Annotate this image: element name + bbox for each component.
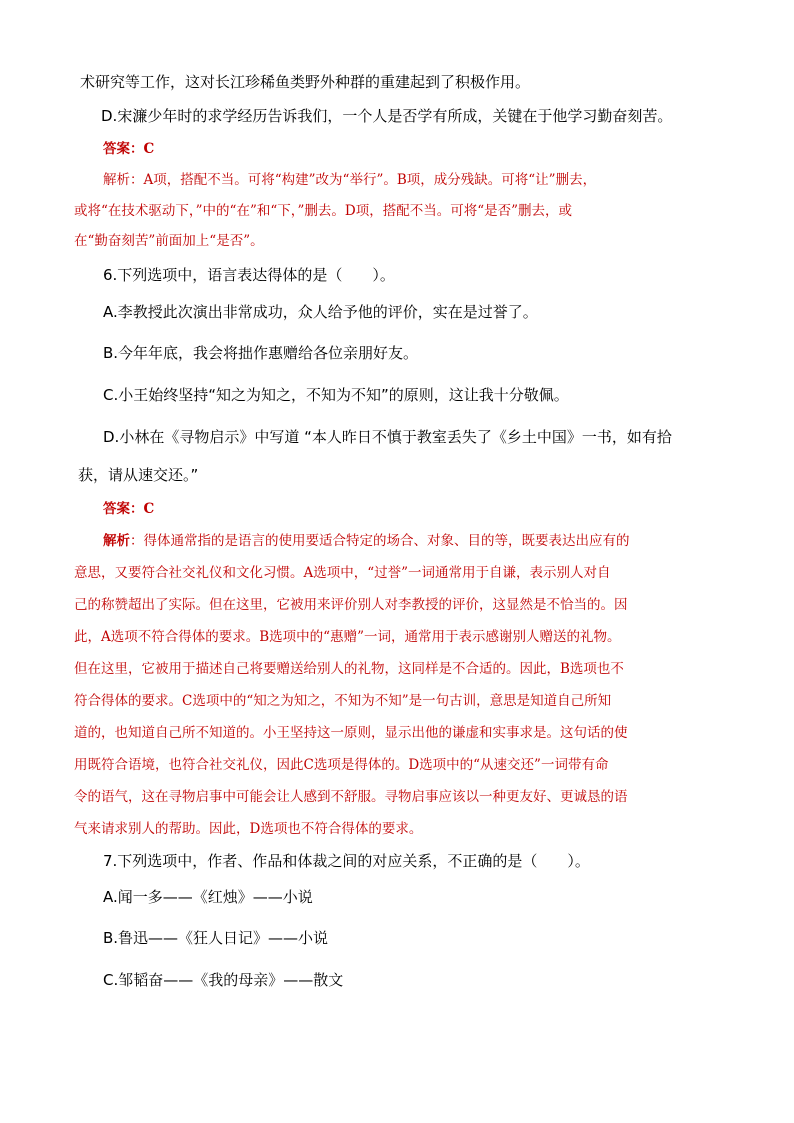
- option-a-q7: A.闻一多——《红烛》——小说: [103, 888, 313, 906]
- explanation-q6-line: 气来请求别人的帮助。因此，D选项也不符合得体的要求。: [74, 821, 423, 837]
- explanation-q6-line: 符合得体的要求。C选项中的“知之为知之，不知为不知”是一句古训，意思是知道自己所知: [74, 693, 612, 709]
- explanation-q6-line: 此，A选项不符合得体的要求。B选项中的“惠赠”一词，通常用于表示感谢别人赠送的礼物。: [74, 629, 621, 645]
- option-b-q7: B.鲁迅——《狂人日记》——小说: [103, 929, 329, 947]
- question-7: 7.下列选项中，作者、作品和体裁之间的对应关系，不正确的是（ ）。: [103, 852, 590, 870]
- explanation-q6-line: 道的，也知道自己所不知道的。小王坚持这一原则，显示出他的谦虚和实事求是。这句话的使: [74, 725, 628, 741]
- option-d-q5: D.宋濂少年时的求学经历告诉我们，一个人是否学有所成，关键在于他学习勤奋刻苦。: [101, 107, 673, 125]
- explanation-q6-line: 但在这里，它被用于描述自己将要赠送给别人的礼物，这同样是不合适的。因此，B选项也不: [74, 661, 624, 677]
- text-line: 术研究等工作，这对长江珍稀鱼类野外种群的重建起到了积极作用。: [80, 73, 531, 91]
- explanation-q6-line: [103, 531, 630, 551]
- answer-q6: 答案：C: [103, 501, 155, 517]
- explanation-label: 解析: [103, 533, 130, 549]
- question-6: 6.下列选项中，语言表达得体的是（ ）。: [103, 266, 395, 284]
- explanation-q5-line: 或将“在技术驱动下，”中的“在”和“下，”删去。D项，搭配不当。可将“是否”删去，或: [74, 203, 573, 219]
- explanation-q6-line: 意思，又要符合社交礼仪和文化习惯。A选项中，“过誉”一词通常用于自谦，表示别人对自: [74, 565, 611, 581]
- option-d-q6-cont: 获，请从速交还。”: [78, 466, 199, 484]
- option-d-q6: D.小林在《寻物启示》中写道 “本人昨日不慎于教室丢失了《乡土中国》一书，如有拾: [103, 428, 672, 446]
- explanation-q5-line: 解析：A项，搭配不当。可将“构建”改为“举行”。B项，成分残缺。可将“让”删去，: [103, 172, 597, 188]
- option-c-q7: C.邹韬奋——《我的母亲》——散文: [103, 971, 344, 989]
- option-b-q6: B.今年年底，我会将拙作惠赠给各位亲朋好友。: [103, 344, 419, 362]
- explanation-q6-line: 令的语气，这在寻物启事中可能会让人感到不舒服。寻物启事应该以一种更友好、更诚恳的语: [74, 789, 628, 805]
- explanation-q6-line: 用既符合语境，也符合社交礼仪，因此C选项是得体的。D选项中的“从速交还”一词带有命: [74, 757, 609, 773]
- explanation-q6-line: 己的称赞超出了实际。但在这里，它被用来评价别人对李教授的评价，这显然是不恰当的。因: [74, 597, 628, 613]
- answer-q5: 答案：C: [103, 141, 155, 157]
- explanation-text: ：得体通常指的是语言的使用要适合特定的场合、对象、目的等，既要表达出应有的: [130, 533, 630, 549]
- option-c-q6: C.小王始终坚持“知之为知之，不知为不知”的原则，这让我十分敬佩。: [103, 386, 569, 404]
- explanation-q5-line: 在“勤奋刻苦”前面加上“是否”。: [74, 233, 264, 249]
- option-a-q6: A.李教授此次演出非常成功，众人给予他的评价，实在是过誉了。: [103, 303, 538, 321]
